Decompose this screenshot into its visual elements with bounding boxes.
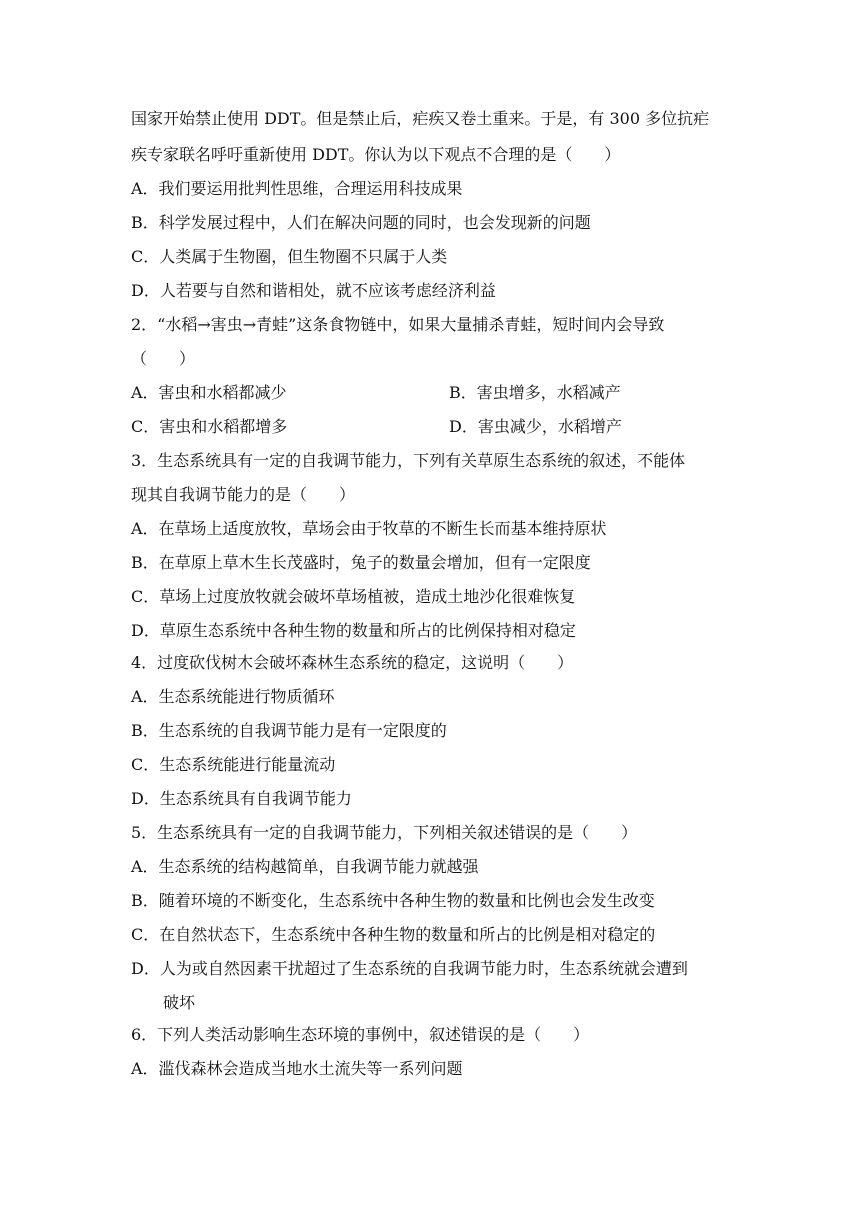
q2-stem-line-2: （ ） bbox=[131, 349, 196, 368]
q2-option-a: A．害虫和水稻都减少 bbox=[131, 383, 287, 402]
intro-line-2: 疾专家联名呼吁重新使用 DDT。你认为以下观点不合理的是（ ） bbox=[131, 145, 621, 164]
q4-option-c: C．生态系统能进行能量流动 bbox=[131, 755, 336, 774]
q3-stem-line-1: 3．生态系统具有一定的自我调节能力，下列有关草原生态系统的叙述，不能体 bbox=[131, 451, 686, 470]
q3-option-a: A．在草场上适度放牧，草场会由于牧草的不断生长而基本维持原状 bbox=[131, 519, 607, 538]
q4-stem: 4．过度砍伐树木会破坏森林生态系统的稳定，这说明（ ） bbox=[131, 653, 574, 672]
q1-option-c: C．人类属于生物圈，但生物圈不只属于人类 bbox=[131, 247, 448, 266]
q3-option-c: C．草场上过度放牧就会破坏草场植被，造成土地沙化很难恢复 bbox=[131, 587, 576, 606]
q5-stem: 5．生态系统具有一定的自我调节能力，下列相关叙述错误的是（ ） bbox=[131, 823, 638, 842]
intro-line-1: 国家开始禁止使用 DDT。但是禁止后，疟疾又卷土重来。于是，有 300 多位抗疟 bbox=[131, 109, 710, 128]
q5-option-a: A．生态系统的结构越简单，自我调节能力就越强 bbox=[131, 857, 479, 876]
q1-option-b: B．科学发展过程中，人们在解决问题的同时，也会发现新的问题 bbox=[131, 213, 591, 232]
q6-stem: 6．下列人类活动影响生态环境的事例中，叙述错误的是（ ） bbox=[131, 1025, 590, 1044]
q3-option-d: D．草原生态系统中各种生物的数量和所占的比例保持相对稳定 bbox=[131, 621, 576, 640]
q3-stem-line-2: 现其自我调节能力的是（ ） bbox=[131, 485, 356, 504]
q3-option-b: B．在草原上草木生长茂盛时，兔子的数量会增加，但有一定限度 bbox=[131, 553, 591, 572]
q5-option-b: B．随着环境的不断变化，生态系统中各种生物的数量和比例也会发生改变 bbox=[131, 891, 655, 910]
q2-option-d: D．害虫减少，水稻增产 bbox=[449, 417, 622, 436]
q2-option-c: C．害虫和水稻都增多 bbox=[131, 417, 288, 436]
q4-option-d: D．生态系统具有自我调节能力 bbox=[131, 789, 352, 808]
q1-option-a: A．我们要运用批判性思维，合理运用科技成果 bbox=[131, 179, 463, 198]
q5-option-d-line-1: D．人为或自然因素干扰超过了生态系统的自我调节能力时，生态系统就会遭到 bbox=[131, 959, 688, 978]
q2-option-b: B．害虫增多，水稻减产 bbox=[449, 383, 621, 402]
q6-option-a: A．滥伐森林会造成当地水土流失等一系列问题 bbox=[131, 1059, 463, 1078]
q2-stem-line-1: 2．“水稻→害虫→青蛙”这条食物链中，如果大量捕杀青蛙，短时间内会导致 bbox=[131, 315, 665, 334]
q4-option-a: A．生态系统能进行物质循环 bbox=[131, 687, 335, 706]
q5-option-c: C．在自然状态下，生态系统中各种生物的数量和所占的比例是相对稳定的 bbox=[131, 925, 656, 944]
q5-option-d-line-2: 破坏 bbox=[163, 993, 196, 1012]
q4-option-b: B．生态系统的自我调节能力是有一定限度的 bbox=[131, 721, 447, 740]
q1-option-d: D．人若要与自然和谐相处，就不应该考虑经济利益 bbox=[131, 281, 496, 300]
